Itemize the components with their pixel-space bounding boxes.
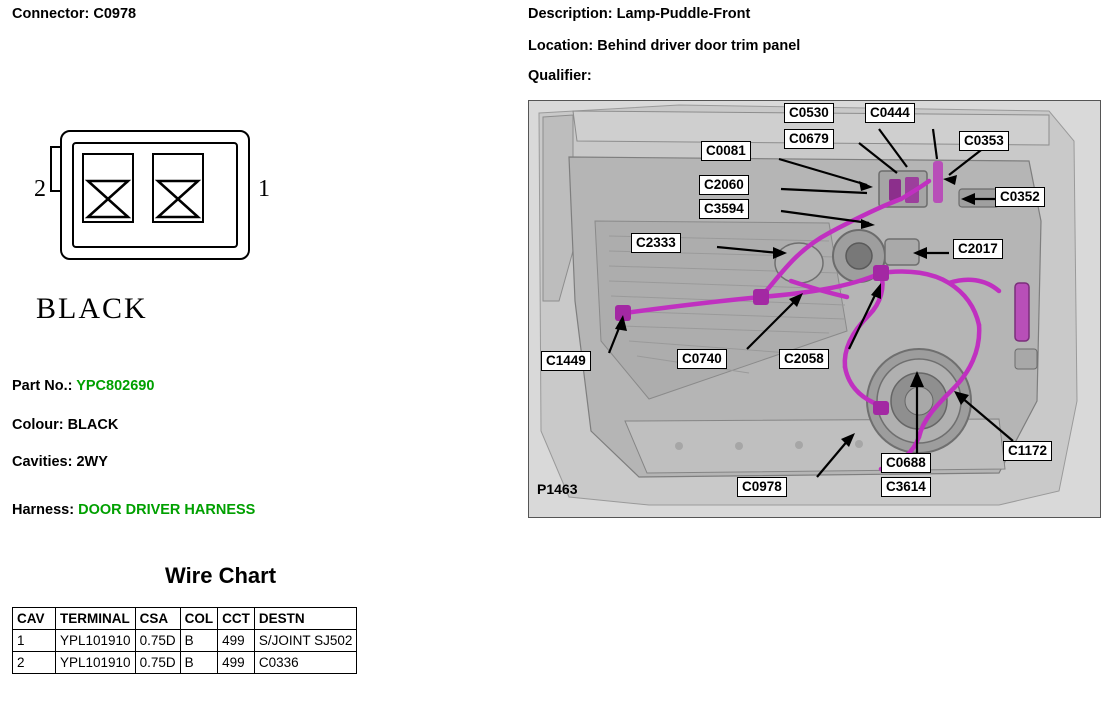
cell-csa: 0.75D — [135, 630, 180, 652]
callout-c0679: C0679 — [784, 129, 834, 149]
detail-part-number-label: Part No.: — [12, 378, 73, 394]
column-header-csa: CSA — [135, 608, 180, 630]
callout-c1449: C1449 — [541, 351, 591, 371]
description-line — [528, 6, 750, 22]
callout-c0530: C0530 — [784, 103, 834, 123]
cavity-2 — [82, 153, 134, 223]
detail-cavities-label: Cavities: — [12, 454, 73, 470]
callout-c0688: C0688 — [881, 453, 931, 473]
connector-heading-value: C0978 — [93, 6, 137, 22]
detail-harness — [12, 502, 255, 518]
detail-harness-value: DOOR DRIVER HARNESS — [78, 502, 256, 518]
cell-destn: S/JOINT SJ502 — [254, 630, 357, 652]
cell-csa: 0.75D — [135, 652, 180, 674]
description-value: Lamp-Puddle-Front — [616, 6, 751, 22]
table-row — [13, 630, 357, 652]
cell-destn: C0336 — [254, 652, 357, 674]
location-panel — [528, 0, 1103, 710]
detail-colour-label: Colour: — [12, 417, 64, 433]
table-row — [13, 652, 357, 674]
callout-c1172: C1172 — [1003, 441, 1052, 461]
connector-color-caption: BLACK — [36, 292, 148, 325]
cavity-1 — [152, 153, 204, 223]
detail-colour — [12, 417, 118, 433]
detail-harness-label: Harness: — [12, 502, 75, 518]
detail-part-number-value: YPC802690 — [76, 378, 155, 394]
detail-part-number — [12, 378, 154, 394]
callout-c2058: C2058 — [779, 349, 829, 369]
cell-cct: 499 — [218, 652, 255, 674]
connector-heading — [12, 6, 136, 22]
qualifier-label: Qualifier: — [528, 68, 592, 84]
cell-cav: 2 — [13, 652, 56, 674]
callout-c0353: C0353 — [959, 131, 1009, 151]
detail-colour-value: BLACK — [67, 417, 119, 433]
detail-cavities-value: 2WY — [76, 454, 108, 470]
callout-c3594: C3594 — [699, 199, 749, 219]
callout-c2333: C2333 — [631, 233, 681, 253]
callout-c2060: C2060 — [699, 175, 749, 195]
cavity-1-terminal-icon — [154, 177, 202, 225]
column-header-terminal: TERMINAL — [56, 608, 136, 630]
cell-col: B — [180, 630, 218, 652]
column-header-cav: CAV — [13, 608, 56, 630]
description-label: Description: — [528, 6, 613, 22]
callout-c0978: C0978 — [737, 477, 787, 497]
figure-code: P1463 — [537, 481, 578, 497]
pin-number-2: 2 — [34, 176, 46, 202]
cell-col: B — [180, 652, 218, 674]
qualifier-line — [528, 68, 592, 84]
column-header-cct: CCT — [218, 608, 255, 630]
door-harness-illustration — [528, 100, 1101, 518]
connector-heading-label: Connector: — [12, 6, 90, 22]
table-header-row — [13, 608, 357, 630]
connector-info-panel — [0, 0, 520, 710]
location-line — [528, 38, 800, 54]
callout-c2017: C2017 — [953, 239, 1003, 259]
connector-diagram — [30, 120, 290, 280]
pin-number-1: 1 — [258, 176, 270, 202]
callout-c3614: C3614 — [881, 477, 931, 497]
wire-chart-title: Wire Chart — [165, 563, 277, 588]
column-header-destn: DESTN — [254, 608, 357, 630]
column-header-col: COL — [180, 608, 218, 630]
callout-c0081: C0081 — [701, 141, 751, 161]
callout-c0444: C0444 — [865, 103, 915, 123]
location-value: Behind driver door trim panel — [597, 38, 801, 54]
callout-c0352: C0352 — [995, 187, 1045, 207]
wire-chart-table — [12, 607, 357, 674]
cavity-2-terminal-icon — [84, 177, 132, 225]
location-label: Location: — [528, 38, 594, 54]
detail-cavities — [12, 454, 108, 470]
cell-terminal: YPL101910 — [56, 652, 136, 674]
cell-cav: 1 — [13, 630, 56, 652]
callout-c0740: C0740 — [677, 349, 727, 369]
cell-terminal: YPL101910 — [56, 630, 136, 652]
cell-cct: 499 — [218, 630, 255, 652]
